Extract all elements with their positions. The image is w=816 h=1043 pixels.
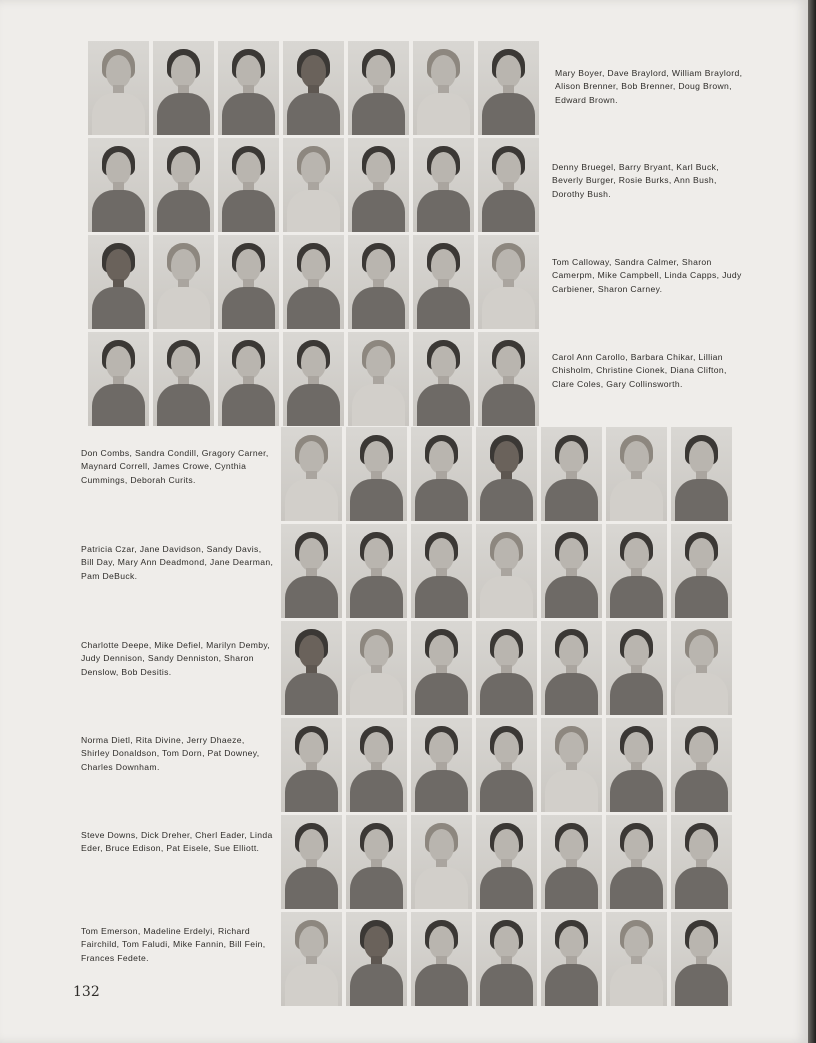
portrait-face — [364, 829, 389, 862]
portrait-face — [689, 635, 714, 668]
portrait-face — [494, 441, 519, 474]
student-portrait — [88, 41, 149, 135]
student-portrait — [346, 815, 407, 909]
portrait-body — [350, 770, 403, 812]
portrait-body — [480, 479, 533, 521]
portrait-body — [222, 190, 275, 232]
student-portrait — [346, 621, 407, 715]
student-portrait — [606, 718, 667, 812]
student-portrait — [413, 41, 474, 135]
portrait-face — [429, 538, 454, 571]
portrait-face — [299, 538, 324, 571]
portrait-body — [675, 576, 728, 618]
student-portrait — [413, 332, 474, 426]
portrait-face — [171, 346, 196, 379]
portrait-face — [559, 829, 584, 862]
portrait-face — [559, 732, 584, 765]
book-spine — [808, 0, 816, 1043]
top-photo-grid — [88, 41, 539, 426]
student-portrait — [411, 427, 472, 521]
student-portrait — [411, 912, 472, 1006]
portrait-body — [610, 964, 663, 1006]
student-portrait — [413, 235, 474, 329]
portrait-face — [429, 441, 454, 474]
portrait-face — [431, 249, 456, 282]
student-portrait — [281, 718, 342, 812]
student-portrait — [281, 621, 342, 715]
portrait-face — [689, 732, 714, 765]
student-portrait — [411, 524, 472, 618]
student-portrait — [283, 138, 344, 232]
student-portrait — [153, 235, 214, 329]
portrait-body — [92, 287, 145, 329]
student-portrait — [671, 621, 732, 715]
portrait-face — [559, 926, 584, 959]
portrait-body — [287, 287, 340, 329]
portrait-body — [222, 384, 275, 426]
row-caption: Patricia Czar, Jane Davidson, Sandy Davis, Bill Day, Mary Ann Deadmond, Jane Dearman, Pam DeBuck. — [81, 544, 274, 581]
portrait-body — [222, 93, 275, 135]
student-portrait — [283, 41, 344, 135]
student-portrait — [606, 815, 667, 909]
portrait-body — [157, 190, 210, 232]
portrait-face — [496, 249, 521, 282]
portrait-face — [299, 635, 324, 668]
portrait-body — [92, 384, 145, 426]
portrait-face — [624, 538, 649, 571]
student-portrait — [478, 235, 539, 329]
portrait-face — [106, 55, 131, 88]
student-portrait — [218, 138, 279, 232]
student-portrait — [88, 235, 149, 329]
student-portrait — [281, 524, 342, 618]
portrait-face — [236, 55, 261, 88]
student-portrait — [476, 524, 537, 618]
portrait-face — [494, 635, 519, 668]
portrait-face — [301, 152, 326, 185]
portrait-face — [494, 538, 519, 571]
portrait-face — [429, 926, 454, 959]
portrait-face — [366, 346, 391, 379]
portrait-body — [92, 93, 145, 135]
portrait-face — [689, 441, 714, 474]
portrait-face — [366, 152, 391, 185]
portrait-face — [624, 829, 649, 862]
portrait-body — [287, 190, 340, 232]
portrait-face — [366, 249, 391, 282]
student-portrait — [346, 912, 407, 1006]
portrait-body — [352, 287, 405, 329]
portrait-face — [366, 55, 391, 88]
portrait-face — [429, 732, 454, 765]
portrait-body — [350, 867, 403, 909]
portrait-face — [559, 538, 584, 571]
student-portrait — [476, 815, 537, 909]
portrait-face — [301, 346, 326, 379]
student-portrait — [606, 427, 667, 521]
portrait-body — [350, 673, 403, 715]
student-portrait — [476, 621, 537, 715]
student-portrait — [281, 912, 342, 1006]
portrait-body — [480, 964, 533, 1006]
portrait-face — [299, 829, 324, 862]
portrait-face — [494, 829, 519, 862]
bottom-photo-grid — [281, 427, 732, 1006]
portrait-body — [415, 770, 468, 812]
portrait-body — [287, 93, 340, 135]
portrait-body — [92, 190, 145, 232]
portrait-face — [431, 55, 456, 88]
row-caption: Carol Ann Carollo, Barbara Chikar, Lillian Chisholm, Christine Cionek, Diana Clifton, Clare Coles, Gary Collinsworth. — [552, 352, 727, 389]
portrait-body — [352, 384, 405, 426]
student-portrait — [541, 718, 602, 812]
row-caption: Steve Downs, Dick Dreher, Cherl Eader, Linda Eder, Bruce Edison, Pat Eisele, Sue Elliott. — [81, 830, 273, 854]
portrait-body — [545, 576, 598, 618]
student-portrait — [153, 138, 214, 232]
portrait-body — [350, 964, 403, 1006]
portrait-face — [106, 152, 131, 185]
portrait-body — [480, 770, 533, 812]
portrait-body — [610, 867, 663, 909]
portrait-body — [157, 93, 210, 135]
portrait-body — [610, 673, 663, 715]
student-portrait — [478, 138, 539, 232]
student-portrait — [283, 332, 344, 426]
portrait-body — [285, 576, 338, 618]
portrait-body — [675, 673, 728, 715]
portrait-face — [171, 249, 196, 282]
portrait-face — [431, 152, 456, 185]
student-portrait — [606, 621, 667, 715]
portrait-body — [675, 867, 728, 909]
row-caption: Mary Boyer, Dave Braylord, William Braylord, Alison Brenner, Bob Brenner, Doug Brown, Edward Brown. — [555, 68, 743, 105]
portrait-body — [350, 576, 403, 618]
portrait-body — [352, 93, 405, 135]
portrait-face — [171, 55, 196, 88]
portrait-face — [429, 635, 454, 668]
student-portrait — [413, 138, 474, 232]
student-portrait — [153, 41, 214, 135]
portrait-body — [285, 673, 338, 715]
student-portrait — [606, 912, 667, 1006]
student-portrait — [541, 912, 602, 1006]
student-portrait — [671, 912, 732, 1006]
student-portrait — [346, 718, 407, 812]
portrait-body — [675, 770, 728, 812]
portrait-body — [482, 287, 535, 329]
student-portrait — [606, 524, 667, 618]
student-portrait — [218, 332, 279, 426]
portrait-face — [299, 441, 324, 474]
portrait-face — [624, 732, 649, 765]
portrait-face — [431, 346, 456, 379]
student-portrait — [671, 718, 732, 812]
portrait-face — [494, 926, 519, 959]
portrait-body — [285, 770, 338, 812]
portrait-body — [545, 770, 598, 812]
row-caption: Tom Emerson, Madeline Erdelyi, Richard Fairchild, Tom Faludi, Mike Fannin, Bill Fein, Frances Fedete. — [81, 926, 266, 963]
portrait-body — [417, 93, 470, 135]
student-portrait — [541, 427, 602, 521]
portrait-body — [417, 384, 470, 426]
student-portrait — [541, 621, 602, 715]
portrait-face — [364, 732, 389, 765]
student-portrait — [88, 332, 149, 426]
student-portrait — [411, 718, 472, 812]
portrait-face — [236, 249, 261, 282]
portrait-face — [689, 538, 714, 571]
portrait-face — [301, 249, 326, 282]
portrait-body — [610, 770, 663, 812]
portrait-face — [236, 346, 261, 379]
student-portrait — [348, 332, 409, 426]
portrait-body — [222, 287, 275, 329]
student-portrait — [283, 235, 344, 329]
portrait-face — [559, 441, 584, 474]
portrait-body — [480, 576, 533, 618]
portrait-body — [545, 964, 598, 1006]
portrait-body — [157, 384, 210, 426]
portrait-face — [496, 152, 521, 185]
portrait-body — [285, 867, 338, 909]
portrait-body — [482, 190, 535, 232]
portrait-face — [364, 635, 389, 668]
student-portrait — [218, 41, 279, 135]
row-caption: Charlotte Deepe, Mike Defiel, Marilyn Demby, Judy Dennison, Sandy Denniston, Sharon Denslow, Bob Desitis. — [81, 640, 271, 677]
portrait-body — [675, 964, 728, 1006]
student-portrait — [348, 138, 409, 232]
portrait-face — [689, 829, 714, 862]
portrait-body — [415, 867, 468, 909]
student-portrait — [478, 332, 539, 426]
portrait-body — [545, 867, 598, 909]
portrait-body — [352, 190, 405, 232]
portrait-body — [415, 479, 468, 521]
student-portrait — [346, 524, 407, 618]
portrait-body — [285, 479, 338, 521]
portrait-body — [545, 479, 598, 521]
student-portrait — [88, 138, 149, 232]
portrait-face — [624, 926, 649, 959]
portrait-body — [480, 867, 533, 909]
student-portrait — [671, 427, 732, 521]
portrait-body — [610, 576, 663, 618]
student-portrait — [348, 41, 409, 135]
portrait-body — [350, 479, 403, 521]
portrait-body — [287, 384, 340, 426]
student-portrait — [476, 718, 537, 812]
portrait-face — [494, 732, 519, 765]
portrait-face — [624, 635, 649, 668]
portrait-body — [417, 190, 470, 232]
student-portrait — [411, 621, 472, 715]
portrait-body — [417, 287, 470, 329]
student-portrait — [671, 524, 732, 618]
student-portrait — [671, 815, 732, 909]
portrait-face — [364, 926, 389, 959]
portrait-face — [364, 441, 389, 474]
portrait-body — [415, 576, 468, 618]
portrait-body — [415, 673, 468, 715]
portrait-body — [610, 479, 663, 521]
page-number: 132 — [73, 984, 100, 1000]
portrait-body — [482, 93, 535, 135]
portrait-body — [415, 964, 468, 1006]
portrait-face — [301, 55, 326, 88]
portrait-face — [496, 55, 521, 88]
student-portrait — [478, 41, 539, 135]
row-caption: Norma Dietl, Rita Divine, Jerry Dhaeze, Shirley Donaldson, Tom Dorn, Pat Downey, Charles Downham. — [81, 735, 260, 772]
student-portrait — [281, 427, 342, 521]
portrait-face — [624, 441, 649, 474]
portrait-face — [689, 926, 714, 959]
student-portrait — [411, 815, 472, 909]
student-portrait — [346, 427, 407, 521]
portrait-face — [496, 346, 521, 379]
portrait-face — [236, 152, 261, 185]
portrait-face — [559, 635, 584, 668]
student-portrait — [541, 524, 602, 618]
portrait-face — [429, 829, 454, 862]
portrait-face — [364, 538, 389, 571]
portrait-body — [480, 673, 533, 715]
portrait-face — [106, 249, 131, 282]
student-portrait — [281, 815, 342, 909]
portrait-body — [675, 479, 728, 521]
portrait-body — [157, 287, 210, 329]
row-caption: Denny Bruegel, Barry Bryant, Karl Buck, Beverly Burger, Rosie Burks, Ann Bush, Dorothy Bush. — [552, 162, 719, 199]
portrait-face — [299, 926, 324, 959]
student-portrait — [476, 912, 537, 1006]
portrait-body — [545, 673, 598, 715]
portrait-body — [482, 384, 535, 426]
portrait-face — [171, 152, 196, 185]
student-portrait — [218, 235, 279, 329]
row-caption: Don Combs, Sandra Condill, Gragory Carner, Maynard Correll, James Crowe, Cynthia Cummings, Deborah Curits. — [81, 448, 269, 485]
portrait-face — [106, 346, 131, 379]
portrait-body — [285, 964, 338, 1006]
student-portrait — [476, 427, 537, 521]
student-portrait — [348, 235, 409, 329]
portrait-face — [299, 732, 324, 765]
row-caption: Tom Calloway, Sandra Calmer, Sharon Camerpm, Mike Campbell, Linda Capps, Judy Carbiener, Sharon Carney. — [552, 257, 742, 294]
student-portrait — [153, 332, 214, 426]
student-portrait — [541, 815, 602, 909]
